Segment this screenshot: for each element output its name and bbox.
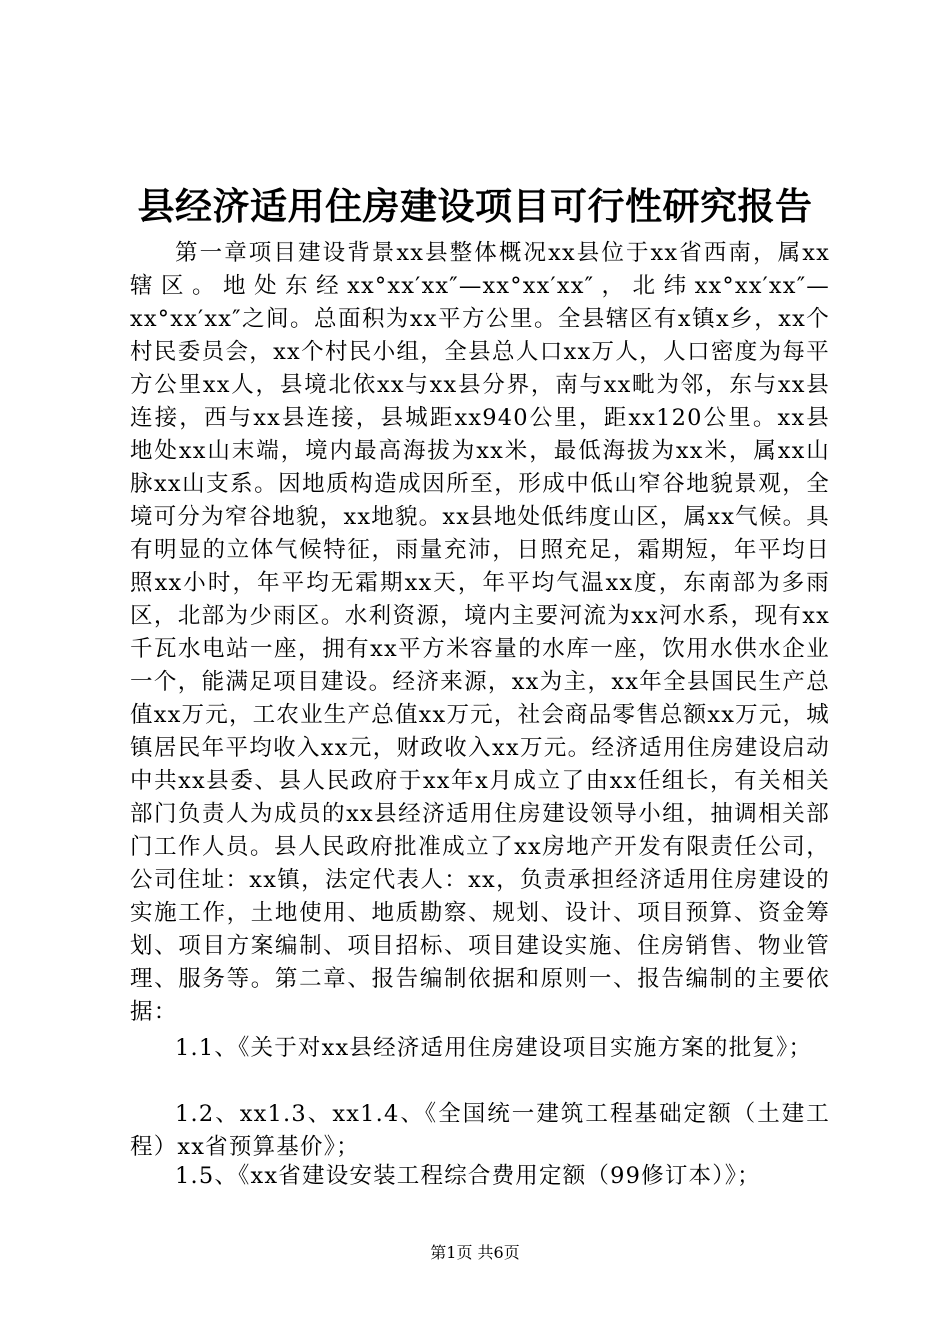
body-paragraph: 第一章项目建设背景xx县整体概况xx县位于xx省西南，属xx辖区。地处东经xx°xx′xx″—xx°xx′xx″，北纬xx°xx′xx″—xx°xx′xx″之间。总面积为xx平方公里。全县辖区有x镇x乡，xx个村民委员会，xx个村民小组，全县总人口xx万人，人口密度为每平方公里xx人，县境北依xx与xx县分界，南与xx毗为邻，东与xx县连接，西与xx县连接，县城距xx940公里，距xx120公里。xx县地处xx山末端，境内最高海拔为xx米，最低海拔为xx米，属xx山脉xx山支系。因地质构造成因所至，形成中低山窄谷地貌景观，全境可分为窄谷地貌，xx地貌。xx县地处低纬度山区，属xx气候。具有明显的立体气候特征，雨量充沛，日照充足，霜期短，年平均日照xx小时，年平均无霜期xx天，年平均气温xx度，东南部为多雨区，北部为少雨区。水利资源，境内主要河流为xx河水系，现有xx千瓦水电站一座，拥有xx平方米容量的水库一座，饮用水供水企业一个，能满足项目建设。经济来源，xx为主，xx年全县国民生产总值xx万元，工农业生产总值xx万元，社会商品零售总额xx万元，城镇居民年平均收入xx元，财政收入xx万元。经济适用住房建设启动中共xx县委、县人民政府于xx年x月成立了由xx任组长，有关相关部门负责人为成员的xx县经济适用住房建设领导小组，抽调相关部门工作人员。县人民政府批准成立了xx房地产开发有限责任公司，公司住址：xx镇，法定代表人：xx，负责承担经济适用住房建设的实施工作，土地使用、地质勘察、规划、设计、项目预算、资金筹划、项目方案编制、项目招标、项目建设实施、住房销售、物业管理、服务等。第二章、报告编制依据和原则一、报告编制的主要依据： <box>130 240 830 1025</box>
list-item: 1.2、xx1.3、xx1.4、《全国统一建筑工程基础定额（土建工程）xx省预算基价》； <box>130 1101 830 1160</box>
list-item: 1.5、《xx省建设安装工程综合费用定额（99修订本）》； <box>175 1163 761 1189</box>
list-item: 1.1、《关于对xx县经济适用住房建设项目实施方案的批复》； <box>175 1035 813 1061</box>
document-title: 县经济适用住房建设项目可行性研究报告 <box>137 185 813 228</box>
page-number-footer: 第1页 共6页 <box>430 1243 520 1262</box>
